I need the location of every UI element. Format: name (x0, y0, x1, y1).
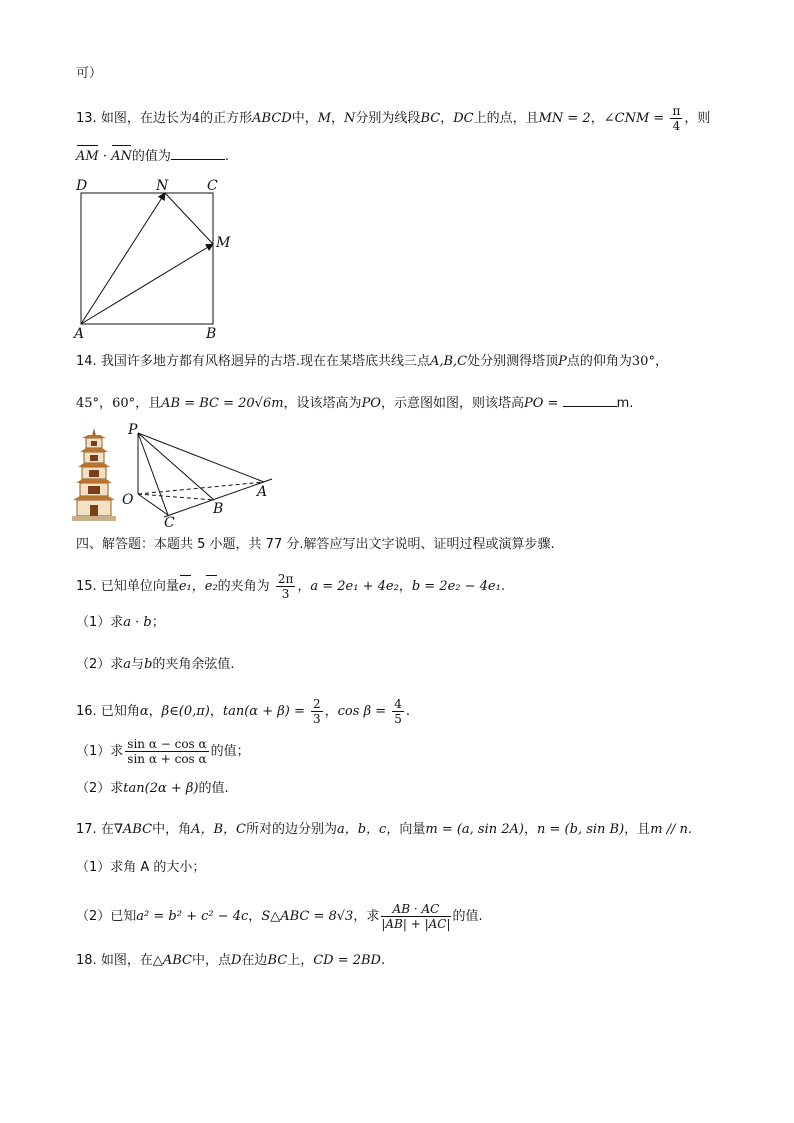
mn-condition: MN = 2 (538, 111, 591, 126)
label-a: A (74, 326, 85, 342)
dot-product-ratio-fraction: $\frac{AB \cdot AC}{|AB| + |AC|}$ (381, 902, 451, 931)
q18-number: 18. (76, 953, 97, 968)
label-m: M (216, 235, 231, 251)
vector-m-definition: m = (a, sin 2A) (425, 822, 524, 837)
q14-number: 14. (76, 354, 97, 369)
square-figure (70, 174, 240, 344)
label-d: D (76, 178, 88, 194)
tower-diagram (118, 420, 278, 530)
q15-part-2: （2）求a与b的夹角余弦值. (76, 657, 235, 672)
q15-line-1: 15. 已知单位向量e₁，e₂的夹角为 $\frac{2\pi}{3}$ ，a = 2e₁ + 4e₂，b = 2e₂ − 4e₁. (76, 572, 505, 601)
q13-line-2: AM · AN的值为 . (76, 147, 229, 167)
label-p: P (128, 422, 138, 438)
vector-b-definition: b = 2e₂ − 4e₁ (411, 579, 501, 594)
q17-part-1: （1）求角 A 的大小； (76, 860, 206, 875)
vector-an: AN (111, 147, 132, 167)
angle-condition: ∠CNM = (603, 111, 665, 126)
label-c: C (164, 515, 175, 530)
q18-line-1: 18. 如图，在△ABC中，点D在边BC上，CD = 2BD. (76, 953, 386, 968)
q13-number: 13. (76, 111, 97, 126)
label-b: B (213, 501, 224, 517)
two-pi-over-3-fraction: $\frac{2\pi}{3}$ (277, 572, 294, 601)
q15-number: 15. (76, 579, 97, 594)
q17-number: 17. (76, 822, 97, 837)
label-n: N (156, 178, 169, 194)
pi-over-4-fraction: $\frac{\pi}{4}$ (672, 104, 681, 133)
label-o: O (122, 492, 134, 508)
q16-line-1: 16. 已知角α，β∈(0,π)，tan(α + β) = $\frac{2}{3}$ ，cos β = $\frac{4}{5}$ . (76, 697, 411, 726)
ab-bc-condition: AB = BC = 20√6m (161, 396, 284, 411)
four-fifths-fraction: $\frac{4}{5}$ (394, 697, 402, 726)
answer-blank (563, 394, 617, 407)
q16-number: 16. (76, 704, 97, 719)
vector-n-definition: n = (b, sin B) (537, 822, 625, 837)
sin-cos-ratio-fraction: $\frac{\text{sin α − cos α}}{\text{sin α + cos α}}$ (127, 737, 207, 766)
answer-blank (171, 147, 225, 160)
line-pc (138, 433, 168, 515)
square-abcd (81, 193, 213, 324)
label-a: A (257, 484, 268, 500)
vector-an-arrow (81, 193, 165, 324)
q15-part-1: （1）求a · b； (76, 615, 165, 630)
line-oc (138, 494, 168, 515)
vector-a-definition: a = 2e₁ + 4e₂ (310, 579, 399, 594)
vector-am-arrow (81, 244, 213, 324)
section-4-heading: 四、解答题：本题共 5 小题，共 77 分.解答应写出文字说明、证明过程或演算步骤. (76, 537, 555, 552)
two-thirds-fraction: $\frac{2}{3}$ (313, 697, 321, 726)
q17-line-1: 17. 在∇ABC中，角A，B，C所对的边分别为a，b，c，向量m = (a, sin 2A)，n = (b, sin B)，且m // n. (76, 822, 693, 837)
label-b: B (206, 326, 217, 342)
q17-part-2: （2）已知a² = b² + c² − 4c，S△ABC = 8√3，求 $\frac{AB \cdot AC}{|AB| + |AC|}$ 的值. (76, 902, 483, 931)
q16-part-1: （1）求 $\frac{\text{sin α − cos α}}{\text{sin α + cos α}}$ 的值； (76, 737, 250, 766)
q14-line-2: 45°，60°，且AB = BC = 20√6m，设该塔高为PO，示意图如图，则该塔高PO = m. (76, 396, 634, 411)
q16-part-2: （2）求tan(2α + β)的值. (76, 781, 229, 796)
line-pa (138, 433, 264, 482)
line-ob (138, 494, 214, 500)
label-c: C (207, 178, 218, 194)
previous-question-tail: 可） (76, 66, 103, 81)
q13-line-1: 13. 如图，在边长为4的正方形ABCD中，M，N分别为线段BC，DC上的点，且MN = 2，∠CNM = $\frac{\pi}{4}$ ，则 (76, 104, 711, 133)
pagoda-image (70, 426, 118, 524)
vector-am: AM (76, 147, 99, 167)
segment-nm (165, 193, 213, 244)
q14-line-1: 14. 我国许多地方都有风格迥异的古塔.现在在某塔底共线三点A,B,C处分别测得塔顶P点的仰角为30°， (76, 354, 668, 369)
